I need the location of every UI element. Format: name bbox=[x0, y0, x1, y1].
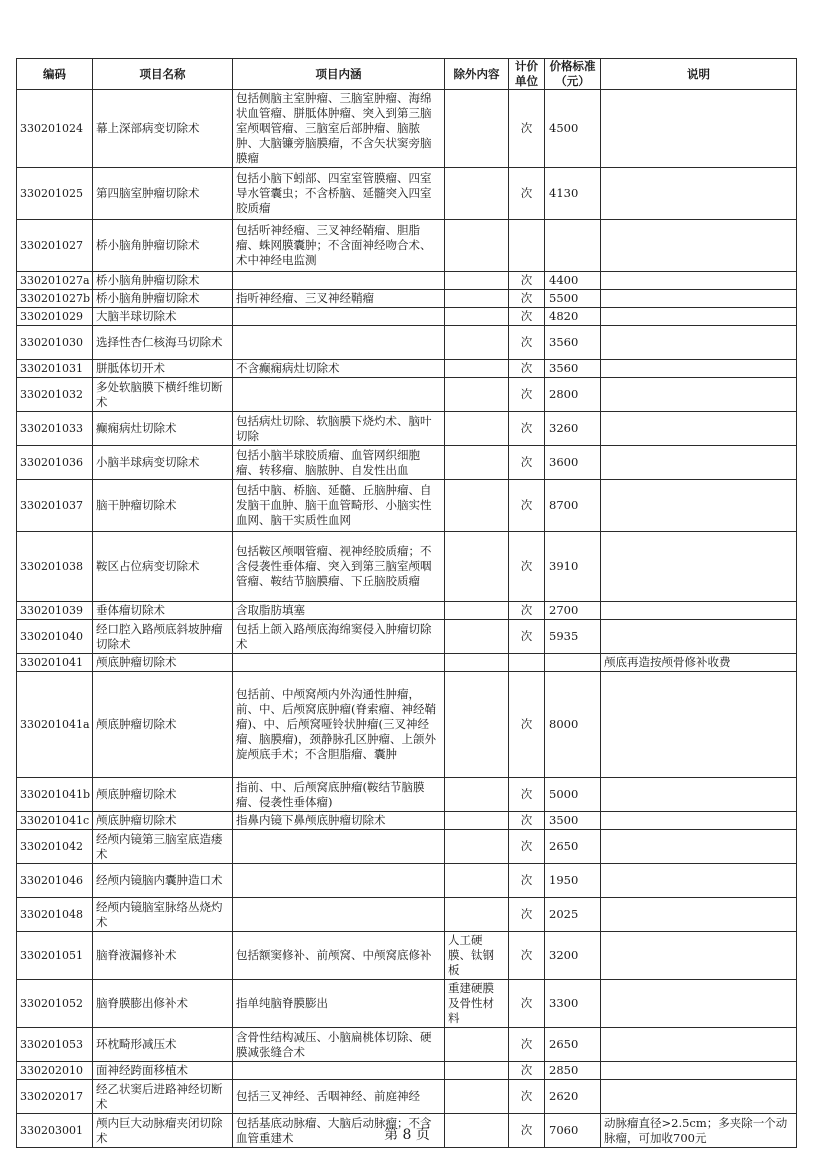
cell-price: 5935 bbox=[545, 620, 601, 654]
cell-price: 4400 bbox=[545, 272, 601, 290]
cell-exclusion bbox=[445, 378, 509, 412]
cell-unit: 次 bbox=[509, 272, 545, 290]
table-row bbox=[17, 326, 797, 360]
cell-name: 环枕畸形减压术 bbox=[93, 1028, 233, 1062]
cell-unit: 次 bbox=[509, 378, 545, 412]
cell-content bbox=[233, 378, 445, 412]
cell-unit: 次 bbox=[509, 168, 545, 220]
cell-content: 包括小脑半球胶质瘤、血管网织细胞瘤、转移瘤、脑脓肿、自发性出血 bbox=[233, 446, 445, 480]
cell-code: 330201033 bbox=[17, 412, 93, 446]
cell-note bbox=[601, 90, 797, 168]
cell-price: 2800 bbox=[545, 378, 601, 412]
cell-price bbox=[545, 654, 601, 672]
cell-content bbox=[233, 830, 445, 864]
cell-unit: 次 bbox=[509, 532, 545, 602]
cell-note bbox=[601, 360, 797, 378]
cell-exclusion: 人工硬膜、钛钢板 bbox=[445, 932, 509, 980]
cell-code: 330201030 bbox=[17, 326, 93, 360]
cell-note bbox=[601, 620, 797, 654]
cell-unit bbox=[509, 220, 545, 272]
cell-note bbox=[601, 378, 797, 412]
cell-unit: 次 bbox=[509, 290, 545, 308]
cell-code: 330201038 bbox=[17, 532, 93, 602]
fee-schedule-page bbox=[16, 58, 796, 1148]
cell-unit: 次 bbox=[509, 308, 545, 326]
cell-price: 2700 bbox=[545, 602, 601, 620]
cell-price: 4130 bbox=[545, 168, 601, 220]
cell-price: 5000 bbox=[545, 778, 601, 812]
cell-unit: 次 bbox=[509, 326, 545, 360]
cell-price: 8700 bbox=[545, 480, 601, 532]
cell-exclusion bbox=[445, 602, 509, 620]
cell-code: 330201041b bbox=[17, 778, 93, 812]
cell-note bbox=[601, 168, 797, 220]
table-row bbox=[17, 480, 797, 532]
cell-unit: 次 bbox=[509, 830, 545, 864]
cell-note bbox=[601, 1080, 797, 1114]
cell-note bbox=[601, 290, 797, 308]
cell-exclusion bbox=[445, 864, 509, 898]
table-row bbox=[17, 1028, 797, 1062]
cell-name: 脑脊液漏修补术 bbox=[93, 932, 233, 980]
cell-content bbox=[233, 864, 445, 898]
cell-unit: 次 bbox=[509, 620, 545, 654]
table-row bbox=[17, 220, 797, 272]
cell-name: 多处软脑膜下横纤维切断术 bbox=[93, 378, 233, 412]
cell-note bbox=[601, 830, 797, 864]
cell-content bbox=[233, 272, 445, 290]
cell-exclusion bbox=[445, 620, 509, 654]
cell-code: 330201025 bbox=[17, 168, 93, 220]
cell-code: 330201036 bbox=[17, 446, 93, 480]
page-number: 第 8 页 bbox=[384, 1127, 430, 1143]
cell-price: 5500 bbox=[545, 290, 601, 308]
cell-name: 幕上深部病变切除术 bbox=[93, 90, 233, 168]
table-row bbox=[17, 672, 797, 778]
cell-unit: 次 bbox=[509, 812, 545, 830]
table-row bbox=[17, 90, 797, 168]
cell-unit: 次 bbox=[509, 412, 545, 446]
cell-note bbox=[601, 672, 797, 778]
cell-code: 330201039 bbox=[17, 602, 93, 620]
cell-price: 3200 bbox=[545, 932, 601, 980]
cell-note bbox=[601, 980, 797, 1028]
cell-price: 2650 bbox=[545, 1028, 601, 1062]
cell-name: 经乙状窦后进路神经切断术 bbox=[93, 1080, 233, 1114]
cell-price: 3260 bbox=[545, 412, 601, 446]
table-row bbox=[17, 378, 797, 412]
cell-code: 330201031 bbox=[17, 360, 93, 378]
cell-unit bbox=[509, 654, 545, 672]
cell-content: 包括侧脑主室肿瘤、三脑室肿瘤、海绵状血管瘤、胼胝体肿瘤、突入到第三脑室颅咽管瘤、三脑室后部肿瘤、脑脓肿、大脑镰旁脑膜瘤，不含矢状窦旁脑膜瘤 bbox=[233, 90, 445, 168]
cell-note bbox=[601, 778, 797, 812]
cell-content: 包括鞍区颅咽管瘤、视神经胶质瘤；不含侵袭性垂体瘤、突入到第三脑室颅咽管瘤、鞍结节脑膜瘤、下丘脑胶质瘤 bbox=[233, 532, 445, 602]
cell-exclusion bbox=[445, 412, 509, 446]
header-content: 项目内涵 bbox=[233, 59, 445, 90]
cell-unit: 次 bbox=[509, 602, 545, 620]
cell-name: 桥小脑角肿瘤切除术 bbox=[93, 290, 233, 308]
cell-exclusion bbox=[445, 1028, 509, 1062]
cell-exclusion bbox=[445, 480, 509, 532]
cell-code: 330202010 bbox=[17, 1062, 93, 1080]
cell-content: 包括前、中颅窝颅内外沟通性肿瘤，前、中、后颅窝底肿瘤(脊索瘤、神经鞘瘤)、中、后颅窝哑铃状肿瘤(三叉神经瘤、脑膜瘤)，颈静脉孔区肿瘤、上颌外旋颅底手术；不含胆脂瘤、囊肿 bbox=[233, 672, 445, 778]
cell-unit: 次 bbox=[509, 980, 545, 1028]
cell-code: 330201051 bbox=[17, 932, 93, 980]
cell-price: 2025 bbox=[545, 898, 601, 932]
cell-exclusion bbox=[445, 446, 509, 480]
cell-content: 包括三叉神经、舌咽神经、前庭神经 bbox=[233, 1080, 445, 1114]
cell-exclusion bbox=[445, 830, 509, 864]
table-row bbox=[17, 980, 797, 1028]
cell-note bbox=[601, 412, 797, 446]
cell-content: 指前、中、后颅窝底肿瘤(鞍结节脑膜瘤、侵袭性垂体瘤) bbox=[233, 778, 445, 812]
cell-content bbox=[233, 1062, 445, 1080]
cell-note: 动脉瘤直径>2.5cm；多夹除一个动脉瘤，可加收700元 bbox=[601, 1114, 797, 1148]
cell-note: 颅底再造按颅骨修补收费 bbox=[601, 654, 797, 672]
cell-exclusion bbox=[445, 290, 509, 308]
header-code: 编码 bbox=[17, 59, 93, 90]
cell-content: 指鼻内镜下鼻颅底肿瘤切除术 bbox=[233, 812, 445, 830]
cell-name: 颅底肿瘤切除术 bbox=[93, 812, 233, 830]
cell-exclusion bbox=[445, 272, 509, 290]
cell-code: 330201029 bbox=[17, 308, 93, 326]
cell-name: 颅底肿瘤切除术 bbox=[93, 654, 233, 672]
cell-name: 小脑半球病变切除术 bbox=[93, 446, 233, 480]
cell-name: 脑干肿瘤切除术 bbox=[93, 480, 233, 532]
table-row bbox=[17, 778, 797, 812]
cell-code: 330202017 bbox=[17, 1080, 93, 1114]
cell-note bbox=[601, 1028, 797, 1062]
cell-note bbox=[601, 864, 797, 898]
table-row bbox=[17, 812, 797, 830]
cell-code: 330201053 bbox=[17, 1028, 93, 1062]
cell-content bbox=[233, 654, 445, 672]
table-row bbox=[17, 308, 797, 326]
cell-code: 330201046 bbox=[17, 864, 93, 898]
table-row bbox=[17, 602, 797, 620]
cell-unit: 次 bbox=[509, 1114, 545, 1148]
cell-content: 包括病灶切除、软脑膜下烧灼术、脑叶切除 bbox=[233, 412, 445, 446]
table-row bbox=[17, 932, 797, 980]
cell-exclusion bbox=[445, 672, 509, 778]
cell-content: 包括基底动脉瘤、大脑后动脉瘤；不含血管重建术 bbox=[233, 1114, 445, 1148]
cell-name: 经颅内镜脑室脉络丛烧灼术 bbox=[93, 898, 233, 932]
cell-note bbox=[601, 812, 797, 830]
cell-code: 330201027b bbox=[17, 290, 93, 308]
cell-name: 经口腔入路颅底斜坡肿瘤切除术 bbox=[93, 620, 233, 654]
cell-name: 大脑半球切除术 bbox=[93, 308, 233, 326]
cell-exclusion bbox=[445, 812, 509, 830]
cell-note bbox=[601, 480, 797, 532]
cell-price: 3500 bbox=[545, 812, 601, 830]
cell-note bbox=[601, 898, 797, 932]
table-row bbox=[17, 654, 797, 672]
table-row bbox=[17, 446, 797, 480]
cell-name: 桥小脑角肿瘤切除术 bbox=[93, 272, 233, 290]
cell-content: 含取脂肪填塞 bbox=[233, 602, 445, 620]
cell-unit: 次 bbox=[509, 480, 545, 532]
cell-name: 第四脑室肿瘤切除术 bbox=[93, 168, 233, 220]
cell-note bbox=[601, 532, 797, 602]
table-row bbox=[17, 620, 797, 654]
cell-note bbox=[601, 602, 797, 620]
cell-name: 鞍区占位病变切除术 bbox=[93, 532, 233, 602]
table-row bbox=[17, 532, 797, 602]
table-row bbox=[17, 1080, 797, 1114]
cell-exclusion bbox=[445, 220, 509, 272]
cell-exclusion bbox=[445, 778, 509, 812]
cell-content: 包括听神经瘤、三叉神经鞘瘤、胆脂瘤、蛛网膜囊肿；不含面神经吻合术、术中神经电监测 bbox=[233, 220, 445, 272]
cell-unit: 次 bbox=[509, 864, 545, 898]
cell-unit: 次 bbox=[509, 1028, 545, 1062]
cell-content bbox=[233, 308, 445, 326]
cell-name: 桥小脑角肿瘤切除术 bbox=[93, 220, 233, 272]
table-header-row bbox=[17, 59, 797, 90]
cell-exclusion bbox=[445, 168, 509, 220]
cell-code: 330201041a bbox=[17, 672, 93, 778]
cell-price: 1950 bbox=[545, 864, 601, 898]
cell-code: 330201041c bbox=[17, 812, 93, 830]
cell-name: 垂体瘤切除术 bbox=[93, 602, 233, 620]
fee-schedule-table bbox=[16, 58, 797, 1148]
cell-unit: 次 bbox=[509, 932, 545, 980]
cell-unit: 次 bbox=[509, 778, 545, 812]
cell-exclusion bbox=[445, 90, 509, 168]
cell-note bbox=[601, 272, 797, 290]
table-row bbox=[17, 168, 797, 220]
table-row bbox=[17, 360, 797, 378]
table-row bbox=[17, 412, 797, 446]
cell-price: 2650 bbox=[545, 830, 601, 864]
cell-name: 颅底肿瘤切除术 bbox=[93, 778, 233, 812]
cell-price: 3300 bbox=[545, 980, 601, 1028]
cell-note bbox=[601, 1062, 797, 1080]
cell-content: 不含癫痫病灶切除术 bbox=[233, 360, 445, 378]
cell-code: 330201032 bbox=[17, 378, 93, 412]
cell-content bbox=[233, 898, 445, 932]
cell-unit: 次 bbox=[509, 90, 545, 168]
cell-name: 经颅内镜脑内囊肿造口术 bbox=[93, 864, 233, 898]
table-row bbox=[17, 864, 797, 898]
table-row bbox=[17, 830, 797, 864]
cell-content bbox=[233, 326, 445, 360]
cell-name: 脑脊膜膨出修补术 bbox=[93, 980, 233, 1028]
cell-content: 指单纯脑脊膜膨出 bbox=[233, 980, 445, 1028]
cell-exclusion bbox=[445, 654, 509, 672]
table-row bbox=[17, 898, 797, 932]
cell-price: 3560 bbox=[545, 360, 601, 378]
cell-price: 3600 bbox=[545, 446, 601, 480]
cell-note bbox=[601, 220, 797, 272]
cell-note bbox=[601, 308, 797, 326]
cell-content: 包括小脑下蚓部、四室室管膜瘤、四室导水管囊虫；不含桥脑、延髓突入四室胶质瘤 bbox=[233, 168, 445, 220]
cell-unit: 次 bbox=[509, 1062, 545, 1080]
cell-exclusion bbox=[445, 308, 509, 326]
cell-name: 颅底肿瘤切除术 bbox=[93, 672, 233, 778]
cell-exclusion bbox=[445, 1080, 509, 1114]
cell-note bbox=[601, 326, 797, 360]
table-row bbox=[17, 272, 797, 290]
cell-name: 选择性杏仁核海马切除术 bbox=[93, 326, 233, 360]
cell-price: 4500 bbox=[545, 90, 601, 168]
cell-name: 癫痫病灶切除术 bbox=[93, 412, 233, 446]
cell-content: 包括中脑、桥脑、延髓、丘脑肿瘤、自发脑干血肿、脑干血管畸形、小脑实性血网、脑干实质性血网 bbox=[233, 480, 445, 532]
cell-code: 330203001 bbox=[17, 1114, 93, 1148]
cell-price: 8000 bbox=[545, 672, 601, 778]
header-note: 说明 bbox=[601, 59, 797, 90]
cell-name: 面神经跨面移植术 bbox=[93, 1062, 233, 1080]
cell-price: 3560 bbox=[545, 326, 601, 360]
cell-name: 颅内巨大动脉瘤夹闭切除术 bbox=[93, 1114, 233, 1148]
cell-exclusion bbox=[445, 898, 509, 932]
cell-exclusion: 重建硬膜及骨性材料 bbox=[445, 980, 509, 1028]
cell-code: 330201027 bbox=[17, 220, 93, 272]
cell-name: 胼胝体切开术 bbox=[93, 360, 233, 378]
cell-code: 330201037 bbox=[17, 480, 93, 532]
cell-price: 4820 bbox=[545, 308, 601, 326]
cell-unit: 次 bbox=[509, 1080, 545, 1114]
cell-content: 包括额窦修补、前颅窝、中颅窝底修补 bbox=[233, 932, 445, 980]
header-price: 价格标准（元） bbox=[545, 59, 601, 90]
cell-price: 7060 bbox=[545, 1114, 601, 1148]
header-exclusion: 除外内容 bbox=[445, 59, 509, 90]
cell-code: 330201048 bbox=[17, 898, 93, 932]
cell-note bbox=[601, 446, 797, 480]
cell-name: 经颅内镜第三脑室底造瘘术 bbox=[93, 830, 233, 864]
cell-unit: 次 bbox=[509, 360, 545, 378]
cell-content: 包括上颌入路颅底海绵窦侵入肿瘤切除术 bbox=[233, 620, 445, 654]
cell-code: 330201040 bbox=[17, 620, 93, 654]
cell-unit: 次 bbox=[509, 898, 545, 932]
header-unit: 计价单位 bbox=[509, 59, 545, 90]
header-name: 项目名称 bbox=[93, 59, 233, 90]
table-row bbox=[17, 290, 797, 308]
cell-code: 330201024 bbox=[17, 90, 93, 168]
cell-price: 2850 bbox=[545, 1062, 601, 1080]
table-row bbox=[17, 1062, 797, 1080]
cell-price: 3910 bbox=[545, 532, 601, 602]
cell-content: 含骨性结构减压、小脑扁桃体切除、硬膜减张缝合术 bbox=[233, 1028, 445, 1062]
cell-unit: 次 bbox=[509, 672, 545, 778]
cell-exclusion bbox=[445, 1062, 509, 1080]
cell-code: 330201052 bbox=[17, 980, 93, 1028]
cell-price bbox=[545, 220, 601, 272]
cell-unit: 次 bbox=[509, 446, 545, 480]
cell-content: 指听神经瘤、三叉神经鞘瘤 bbox=[233, 290, 445, 308]
cell-exclusion bbox=[445, 532, 509, 602]
cell-exclusion bbox=[445, 360, 509, 378]
cell-code: 330201042 bbox=[17, 830, 93, 864]
cell-note bbox=[601, 932, 797, 980]
cell-code: 330201041 bbox=[17, 654, 93, 672]
cell-code: 330201027a bbox=[17, 272, 93, 290]
cell-price: 2620 bbox=[545, 1080, 601, 1114]
cell-exclusion bbox=[445, 326, 509, 360]
